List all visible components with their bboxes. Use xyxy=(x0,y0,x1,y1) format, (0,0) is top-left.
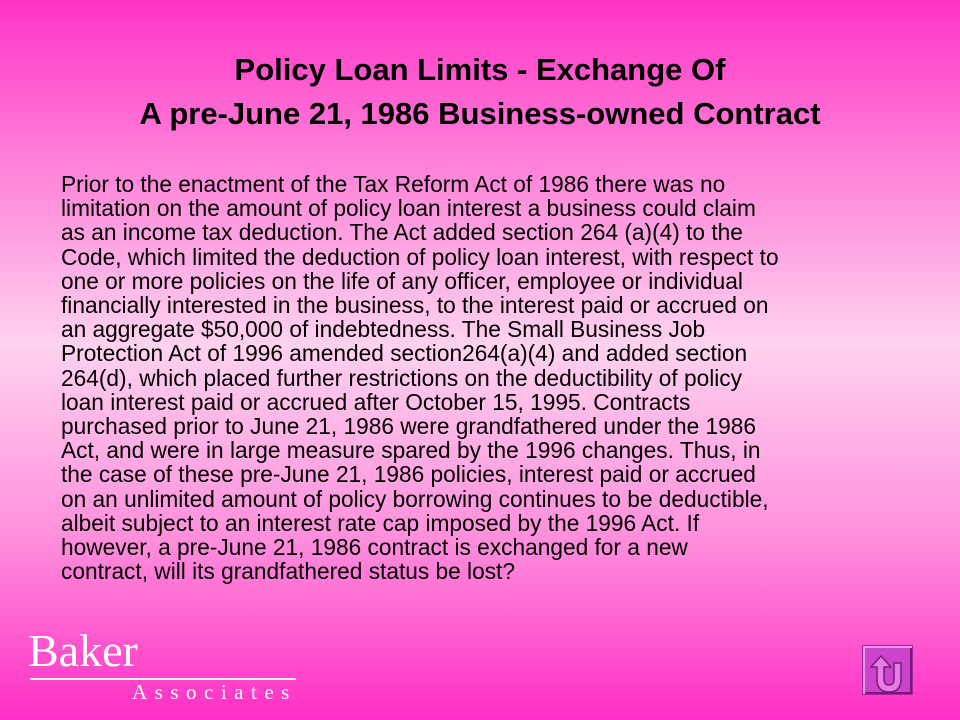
u-turn-return-icon xyxy=(863,646,914,696)
title-line-1: Policy Loan Limits - Exchange Of xyxy=(234,52,726,87)
body-line: the case of these pre-June 21, 1986 policies, interest paid or accrued xyxy=(61,461,756,488)
body-line: albeit subject to an interest rate cap imposed by the 1996 Act. If xyxy=(61,509,700,536)
body-line: financially interested in the business, to the interest paid or accrued on xyxy=(61,292,769,319)
slide-title xyxy=(20,48,940,136)
body-line: purchased prior to June 21, 1986 were grandfathered under the 1986 xyxy=(61,413,756,440)
body-line: an aggregate $50,000 of indebtedness. The Small Business Job xyxy=(61,316,706,343)
body-line: on an unlimited amount of policy borrowing continues to be deductible, xyxy=(61,485,769,512)
body-paragraph xyxy=(61,172,911,583)
company-logo xyxy=(28,626,308,706)
body-line: Act, and were in large measure spared by the 1996 changes. Thus, in xyxy=(61,437,761,464)
title-line-2: A pre-June 21, 1986 Business-owned Contract xyxy=(139,96,821,131)
body-line: loan interest paid or accrued after October 15, 1995. Contracts xyxy=(61,388,691,415)
body-line: however, a pre-June 21, 1986 contract is exchanged for a new xyxy=(61,534,688,561)
body-line: contract, will its grandfathered status be lost? xyxy=(61,558,515,585)
body-line: limitation on the amount of policy loan interest a business could claim xyxy=(61,195,756,222)
logo-name: Baker xyxy=(28,625,138,676)
body-line: Prior to the enactment of the Tax Reform Act of 1986 there was no xyxy=(61,171,726,197)
body-line: 264(d), which placed further restrictions on the deductibility of policy xyxy=(61,364,742,391)
body-line: Code, which limited the deduction of policy loan interest, with respect to xyxy=(61,243,779,270)
body-line: Protection Act of 1996 amended section264(a)(4) and added section xyxy=(61,340,748,367)
body-line: as an income tax deduction. The Act added section 264 (a)(4) to the xyxy=(61,219,743,246)
return-button[interactable] xyxy=(862,645,913,695)
body-line: one or more policies on the life of any officer, employee or individual xyxy=(61,267,743,294)
logo-subtitle: Associates xyxy=(132,680,297,704)
